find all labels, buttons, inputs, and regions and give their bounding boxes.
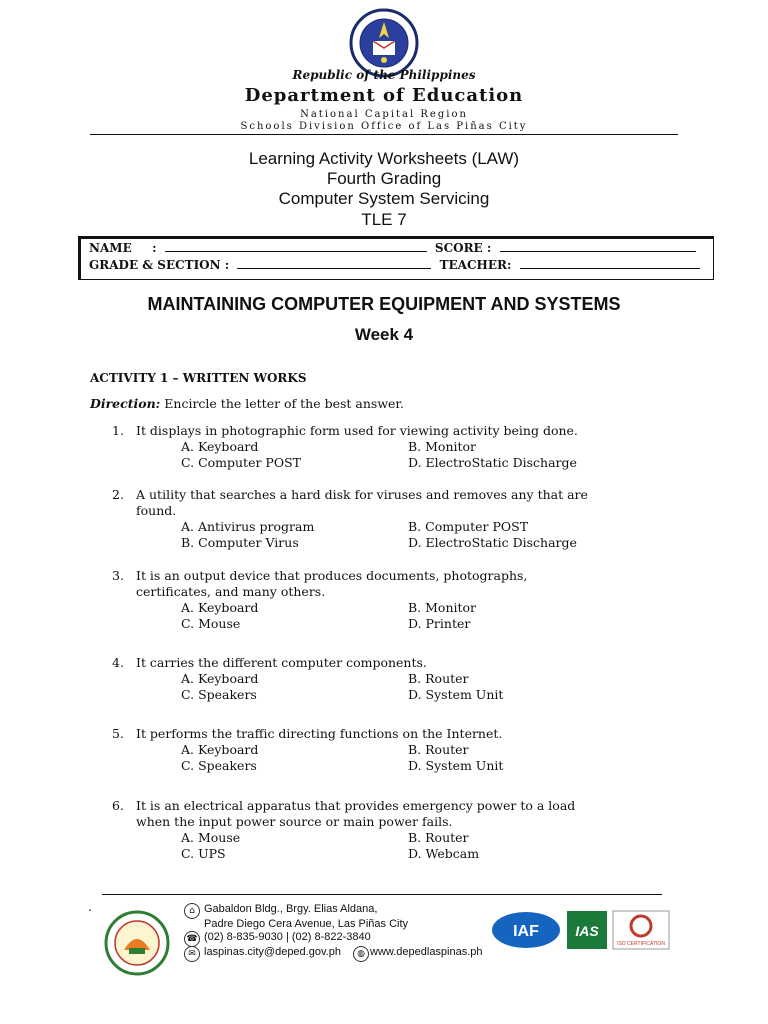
subject-title: Computer System Servicing	[278, 189, 490, 208]
footer-address-line1: Gabaldon Bldg., Brgy. Elias Aldana,	[204, 903, 378, 915]
answer-option-b[interactable]: B. Router	[408, 830, 469, 845]
answer-option-b[interactable]: B. Monitor	[408, 600, 477, 615]
question-number: 1.	[112, 423, 124, 438]
question-text: found.	[136, 503, 177, 518]
answer-option-d[interactable]: D. System Unit	[408, 687, 504, 702]
location-icon: ⌂	[184, 903, 200, 919]
answer-option-c[interactable]: B. Computer Virus	[181, 535, 299, 550]
republic-text: Republic of the Philippines	[292, 68, 476, 82]
answer-option-b[interactable]: B. Computer POST	[408, 519, 529, 534]
footer-phone: (02) 8-835-9030 | (02) 8-822-3840	[204, 931, 371, 943]
teacher-label: TEACHER:	[439, 258, 512, 272]
question-text: certificates, and many others.	[136, 584, 326, 599]
answer-option-a[interactable]: A. Antivirus program	[181, 519, 315, 534]
score-field[interactable]	[500, 241, 696, 252]
question-text: A utility that searches a hard disk for viruses and removes any that are	[136, 487, 588, 502]
answer-option-c[interactable]: C. Mouse	[181, 616, 241, 631]
phone-icon: ☎	[184, 931, 200, 947]
question-text: It is an electrical apparatus that provides emergency power to a load	[136, 798, 576, 813]
ias-logo	[566, 910, 608, 950]
score-label: SCORE :	[434, 241, 492, 255]
answer-option-d[interactable]: D. ElectroStatic Discharge	[408, 535, 577, 550]
answer-option-c[interactable]: C. Speakers	[181, 687, 257, 702]
grade-level-title: TLE 7	[361, 210, 407, 229]
week-label: Week 4	[354, 325, 414, 344]
info-row-grade	[89, 258, 700, 272]
name-label: NAME	[89, 241, 132, 255]
sdo-las-pinas-logo	[104, 910, 170, 976]
question-number: 5.	[112, 726, 124, 741]
question-text: It performs the traffic directing functions on the Internet.	[136, 726, 503, 741]
header-divider	[90, 134, 678, 135]
grade-section-field[interactable]	[237, 258, 431, 269]
answer-option-d[interactable]: D. System Unit	[408, 758, 504, 773]
question-number: 2.	[112, 487, 124, 502]
direction-text: Encircle the letter of the best answer.	[160, 396, 405, 411]
worksheet-title: Learning Activity Worksheets (LAW)	[248, 149, 520, 168]
answer-option-d[interactable]: D. Webcam	[408, 846, 480, 861]
activity-title: ACTIVITY 1 – WRITTEN WORKS	[90, 371, 307, 385]
iso-logo-text: ISO CERTIFICATION	[617, 941, 665, 947]
footer-email: laspinas.city@deped.gov.ph	[204, 946, 341, 958]
grade-section-label: GRADE & SECTION :	[89, 258, 230, 272]
lesson-title: MAINTAINING COMPUTER EQUIPMENT AND SYSTEMS	[147, 294, 621, 314]
question-number: 6.	[112, 798, 124, 813]
answer-option-c[interactable]: C. Speakers	[181, 758, 257, 773]
question-text: when the input power source or main power fails.	[136, 814, 453, 829]
answer-option-d[interactable]: D. Printer	[408, 616, 471, 631]
question-number: 4.	[112, 655, 124, 670]
answer-option-b[interactable]: B. Router	[408, 742, 469, 757]
answer-option-a[interactable]: A. Keyboard	[181, 439, 259, 454]
answer-option-c[interactable]: C. UPS	[181, 846, 226, 861]
footer-website[interactable]: www.depedlaspinas.ph	[370, 946, 483, 958]
answer-option-d[interactable]: D. ElectroStatic Discharge	[408, 455, 577, 470]
footer-divider	[102, 894, 662, 895]
question-text: It carries the different computer components.	[136, 655, 427, 670]
email-icon: ✉	[184, 946, 200, 962]
division-text: Schools Division Office of Las Piñas City	[240, 121, 528, 132]
info-row-name: NAME : SCORE :	[89, 241, 696, 255]
teacher-field[interactable]	[520, 258, 700, 269]
footer-address-line2: Padre Diego Cera Avenue, Las Piñas City	[204, 918, 409, 930]
question-text: It is an output device that produces documents, photographs,	[136, 568, 528, 583]
region-text: National Capital Region	[300, 109, 468, 120]
iaf-logo-text: IAF	[513, 923, 539, 940]
name-field[interactable]	[165, 241, 427, 252]
answer-option-b[interactable]: B. Monitor	[408, 439, 477, 454]
answer-option-a[interactable]: A. Mouse	[181, 830, 241, 845]
answer-option-a[interactable]: A. Keyboard	[181, 742, 259, 757]
question-text: It displays in photographic form used for viewing activity being done.	[136, 423, 578, 438]
question-number: 3.	[112, 568, 124, 583]
answer-option-a[interactable]: A. Keyboard	[181, 600, 259, 615]
direction-line	[90, 396, 404, 411]
grading-title: Fourth Grading	[326, 169, 442, 188]
answer-option-c[interactable]: C. Computer POST	[181, 455, 301, 470]
footer-bullet: .	[88, 900, 92, 914]
web-icon: ◍	[353, 946, 369, 962]
answer-option-b[interactable]: B. Router	[408, 671, 469, 686]
ias-logo-text: IAS	[575, 923, 599, 939]
answer-option-a[interactable]: A. Keyboard	[181, 671, 259, 686]
department-text: Department of Education	[244, 85, 524, 106]
iaf-logo	[490, 910, 562, 950]
direction-label: Direction:	[90, 396, 161, 411]
iso-certification-logo	[612, 910, 670, 950]
student-info-box	[78, 236, 714, 280]
